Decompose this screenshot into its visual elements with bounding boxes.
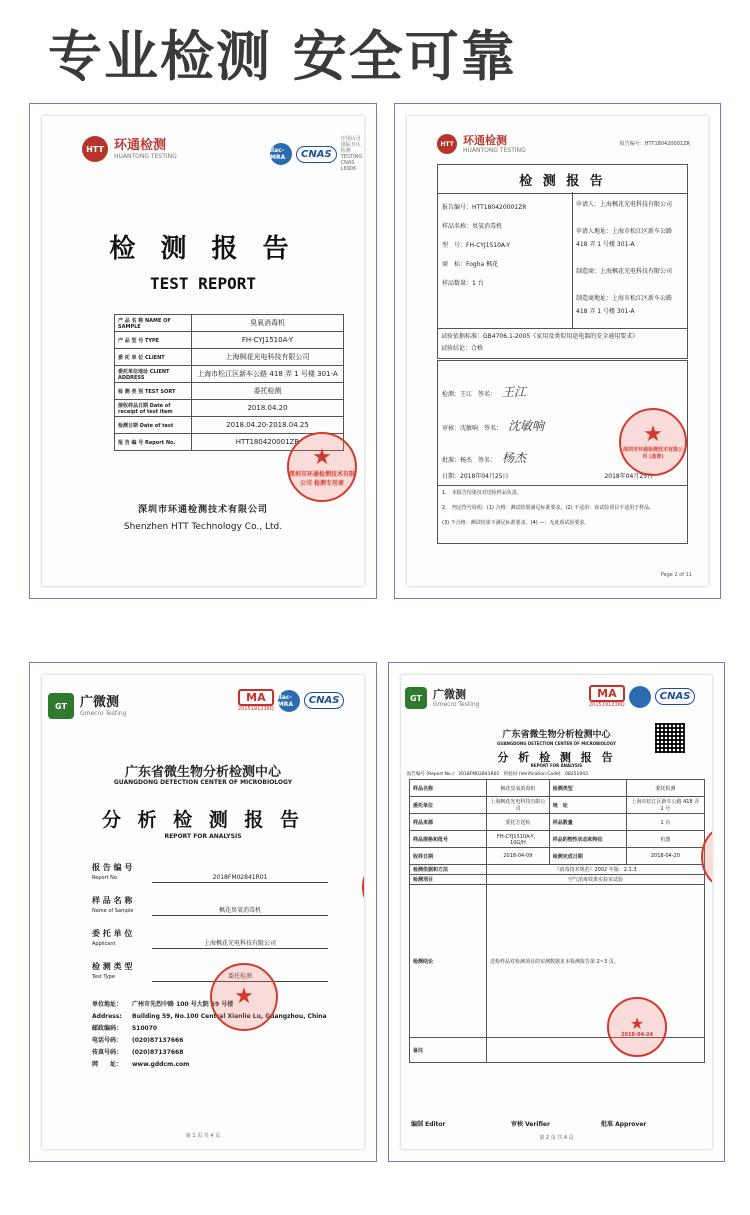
partial-seal [362,855,364,919]
approver-label: 批准：杨杰 签名： [442,457,497,464]
org-name-en: GUANGDONG DETECTION CENTER OF MICROBIOLOGY [497,741,616,746]
htt-logo-cn: 环通检测 [114,137,167,153]
cnas-icon: CNAS [296,146,337,163]
row-value: HTT180420001ZR [192,434,344,451]
note-1: 1. 本报告结果仅对送检样品负责。 [442,490,522,496]
test-standard: 《消毒技术规范》2002 年版：2.1.3 [487,865,705,875]
htt-logo [82,136,177,162]
page-number: 第 2 页 共 4 页 [539,1135,574,1141]
test-basis: 试验依据标准：GB4706.1-2005《家用及类似用途电器的安全通用要求》 [441,333,639,340]
note-3: (3) 不合格：测试结果不满足标准要求。(4) —：无此项试验要求。 [442,520,590,526]
contact-label: 单位地址： [92,1001,123,1008]
company-name-en: Shenzhen HTT Technology Co., Ltd. [123,522,283,532]
sample-info-right [576,198,683,332]
cell-label: 地 址 [549,797,626,814]
report-number-line: 报告编号 (Report No.)：2018FM02841R01 校验码 (Verification Code)：08251943 [407,772,588,777]
cert-marks [589,685,695,708]
cnas-icon: CNAS [655,688,696,705]
table-row [115,332,344,349]
org-name-cn: 广东省微生物分析检测中心 [124,765,281,780]
note-2: 2. 判定符号说明：(1) 合格：测试结果满足标准要求。(2) 不适用：该试验项目不适用于样品。 [442,505,655,511]
cell-label: 委托单位 [410,797,487,814]
editor-label: 编制 Editor [411,1121,446,1128]
table-row [115,383,344,400]
row-label: 报 告 编 号 Report No. [115,434,192,451]
contact-label: 电话号码： [92,1037,123,1044]
report-info-table [114,314,344,451]
contact-row [92,1047,342,1059]
cell-label: 检测类型 [549,780,626,797]
approver-label: 批准 Approver [601,1121,647,1128]
gmecro-logo-en: Gmecro Testing [433,700,480,708]
approver-signature: 杨杰 [502,451,527,465]
cert-marks [238,689,344,712]
report-title-en: REPORT FOR ANALYSIS [530,763,583,768]
seal-star-icon: ★ [643,422,663,447]
report-card-htt-results[interactable] [394,103,721,599]
gmecro-logo-icon: GT [48,693,74,719]
cell-value: 1 台 [626,814,704,831]
report-page [407,116,708,586]
verifier-label: 审核 Verifier [511,1121,550,1128]
contact-row [92,1023,342,1035]
ma-mark-icon: MA [589,685,625,702]
field-value: 委托检测 [152,971,328,982]
field-label-cn: 检 测 类 型 [92,962,133,971]
info-line: 样品数量：1 台 [442,280,484,287]
gmecro-logo-en: Gmecro Testing [80,709,127,717]
htt-logo-en: HUANTONG TESTING [114,152,177,160]
field-label [92,863,152,883]
contact-value: www.gddcm.com [132,1061,190,1068]
ma-number: 2015191236Q [589,702,625,708]
field-label-en: Test Type [92,974,115,980]
field-value: 上海枫花光电科技有限公司 [152,938,328,949]
cell-label: 检测结论 [410,885,487,1038]
notes-box [437,484,688,544]
contact-value: 广州市先烈中路 100 号大院 59 号楼 [132,1001,234,1008]
report-title-cn: 检 测 报 告 [109,234,297,264]
field-row [92,896,328,916]
qr-code-icon [655,723,685,753]
ma-number: 2015191236Q [238,706,274,712]
report-title-en: TEST REPORT [150,274,256,293]
field-label-cn: 报 告 编 号 [92,863,133,872]
test-conclusion: 试验结论：合格 [441,345,484,352]
official-seal [287,432,357,502]
cell-value: 枫花臭氧消毒机 [487,780,550,797]
tester-signature: 王江 [502,385,527,399]
cell-value: 委托检测 [626,780,704,797]
info-line: 制造商地址：上海市松江区新车公路 418 弄 1 号楼 301-A [576,295,673,315]
cell-label: 样品数量 [549,814,626,831]
cell-label: 样品来源 [410,814,487,831]
org-name-cn: 广东省微生物分析检测中心 [502,730,611,740]
field-value: 2018FM02841R01 [152,874,328,883]
ilac-mra-icon [629,686,651,708]
seal-star-icon: ★ [312,445,332,470]
cnas-icon: CNAS [304,692,345,709]
field-label [92,896,152,916]
row-value: 2018.04.20 [192,400,344,417]
remark-label: 备注 [410,1038,487,1063]
report-title: 检 测 报 告 [519,173,606,189]
seal-text: 深圳市环通检测技术有限公司 (盖章) [622,447,683,460]
ma-mark-icon: MA [238,689,274,706]
ilac-mra-icon: ilac-MRA [270,143,292,165]
htt-logo-en: HUANTONG TESTING [463,146,526,154]
report-title-en: REPORT FOR ANALYSIS [164,833,242,840]
info-line: 报告编号：HTT180420001ZR [442,204,527,211]
tester-line [442,383,526,400]
contact-value: (020)87137666 [132,1037,184,1044]
row-value: FH-CYJ1510A-Y [192,332,344,349]
report-number-top: 报告编号：HTT180420001ZR [619,141,690,147]
htt-logo-cn: 环通检测 [463,133,507,147]
table-row [410,814,705,831]
report-card-gmecro-analysis[interactable] [388,662,725,1162]
report-page [42,675,364,1149]
remark-value [487,1038,705,1063]
cell-label: 样品规格和批号 [410,831,487,848]
row-value: 上海枫花光电科技有限公司 [192,349,344,366]
official-seal [619,408,687,476]
seal-star-icon: ★ [629,1014,645,1033]
cell-value: 机器 [626,831,704,848]
table-row [410,797,705,814]
contact-label: 邮政编码： [92,1025,123,1032]
report-title-cn: 分 析 检 测 报 告 [497,751,616,764]
field-label-en: Name of Sample [92,908,134,914]
field-label-cn: 样 品 名 称 [92,896,133,905]
htt-logo-icon: HTT [437,134,457,154]
title-box [437,164,688,194]
field-label [92,929,152,949]
contact-value: 510070 [132,1025,158,1032]
info-line: 样品名称：臭氧消毒机 [442,223,503,230]
info-line: 商 标：Fogha 枫花 [442,261,499,268]
seal-text: 深圳市环通检测技术有限公司 检测专用章 [289,471,356,487]
approver-line [442,449,526,466]
reviewer-label: 审核：沈敏响 签名： [442,425,503,432]
seal-star-icon: ★ [234,984,254,1009]
report-page [401,675,712,1149]
cell-value: 上海市松江区新车公路 418 弄 1 号 [626,797,704,814]
page-number: 第 1 页 共 4 页 [185,1133,221,1139]
table-row [410,780,705,797]
field-row [92,929,328,949]
table-row [115,366,344,383]
cell-label: 检测项目 [410,875,487,885]
gmecro-logo-cn: 广微测 [80,694,120,710]
contact-row [92,1059,342,1071]
table-row [410,831,705,848]
report-card-gmecro-cover[interactable] [29,662,377,1162]
report-card-htt-cover[interactable] [29,103,377,599]
htt-logo-icon: HTT [82,136,108,162]
contact-value: (020)87137668 [132,1049,184,1056]
row-label: 检 测 类 别 TEST SORT [115,383,192,400]
cell-value: 2018-04-20 [626,848,704,865]
row-label: 产 品 型 号 TYPE [115,332,192,349]
info-line: 申请人地址：上海市松江区新车公路 418 弄 1 号楼 301-A [576,228,673,248]
info-line: 制造商：上海枫花光电科技有限公司 [576,268,673,275]
tester-label: 检测：王江 签名： [442,391,497,398]
org-name-en: GUANGDONG DETECTION CENTER OF MICROBIOLOGY [113,779,293,786]
page-headline: 专业检测 安全可靠 [48,25,517,88]
sample-info-left [442,198,570,293]
report-title-cn: 分 析 检 测 报 告 [101,809,305,831]
row-value: 臭氧消毒机 [192,315,344,332]
cell-label: 样品名称 [410,780,487,797]
cell-label: 收样日期 [410,848,487,865]
cell-label: 样品的物性状态和特征 [549,831,626,848]
field-label-en: Report No. [92,875,119,881]
row-label: 检测日期 Date of test [115,417,192,434]
test-conclusion: 送检样品对检测项目的实测数据见本检测报告第 2~3 页。 [487,885,705,1038]
htt-logo [437,134,526,154]
cell-label: 检测依据和方法 [410,865,487,875]
cell-label: 检测完成日期 [549,848,626,865]
official-seal [607,997,667,1057]
row-label: 产 品 名 称 NAME OF SAMPLE [115,315,192,332]
cert-marks [270,136,364,172]
field-row [92,863,328,883]
contact-label: 网 址： [92,1061,123,1068]
report-fields [92,863,328,995]
gmecro-logo-cn: 广微测 [433,687,466,701]
cell-value: FH-CYJ1510A-Y，10G/H [487,831,550,848]
table-row [115,417,344,434]
cert-note: 中国认可国际互认检测TESTING CNAS L6906 [340,136,363,172]
basis-box [437,328,688,359]
ilac-mra-icon: ilac-MRA [278,690,300,712]
table-row [115,349,344,366]
row-value: 上海市松江区新车公路 418 弄 1 号楼 301-A [192,366,344,383]
table-row [115,315,344,332]
cell-value: 上海枫花光电科技有限公司 [487,797,550,814]
table-row [115,400,344,417]
field-label [92,962,152,982]
date-right: 2018年04月25日 [604,473,653,480]
gmecro-logo [405,687,480,709]
company-name-cn: 深圳市环通检测技术有限公司 [137,505,268,515]
divider [572,192,573,328]
reviewer-line [442,417,544,434]
contact-label: 传真号码： [92,1049,123,1056]
table-row [410,848,705,865]
contact-row [92,1035,342,1047]
field-label-cn: 委 托 单 位 [92,929,133,938]
info-line: 型 号：FH-CYJ1510A-Y [442,242,511,249]
field-row [92,962,328,982]
row-label: 委 托 单 位 CLIENT [115,349,192,366]
field-label-en: Applicant [92,941,116,947]
cell-value: 2018-04-09 [487,848,550,865]
contact-label: Address: [92,1013,122,1020]
row-label: 接收样品日期 Date of receipt of test item [115,400,192,417]
row-value: 委托检测 [192,383,344,400]
contact-value: Building 59, No.100 Central Xianlie Lu, Guangzhou, China [132,1013,327,1020]
report-page [42,116,364,586]
issue-date: 2018-04-24 [621,1032,653,1038]
field-value: 枫花臭氧消毒机 [152,905,328,916]
gmecro-logo [48,693,127,719]
date-left: 日期：2018年04月25日 [442,473,509,480]
page-number: Page 2 of 11 [660,572,692,578]
sample-info-box [437,192,688,329]
gmecro-logo-icon: GT [405,687,427,709]
info-line: 申请人：上海枫花光电科技有限公司 [576,201,673,208]
cell-value: 委托方送检 [487,814,550,831]
row-label: 委托单位地址 CLIENT ADDRESS [115,366,192,383]
official-seal [210,963,278,1031]
test-item: 空气消毒效果实验室试验 [487,875,705,885]
row-value: 2018.04.20-2018.04.25 [192,417,344,434]
reviewer-signature: 沈敏响 [508,419,545,433]
